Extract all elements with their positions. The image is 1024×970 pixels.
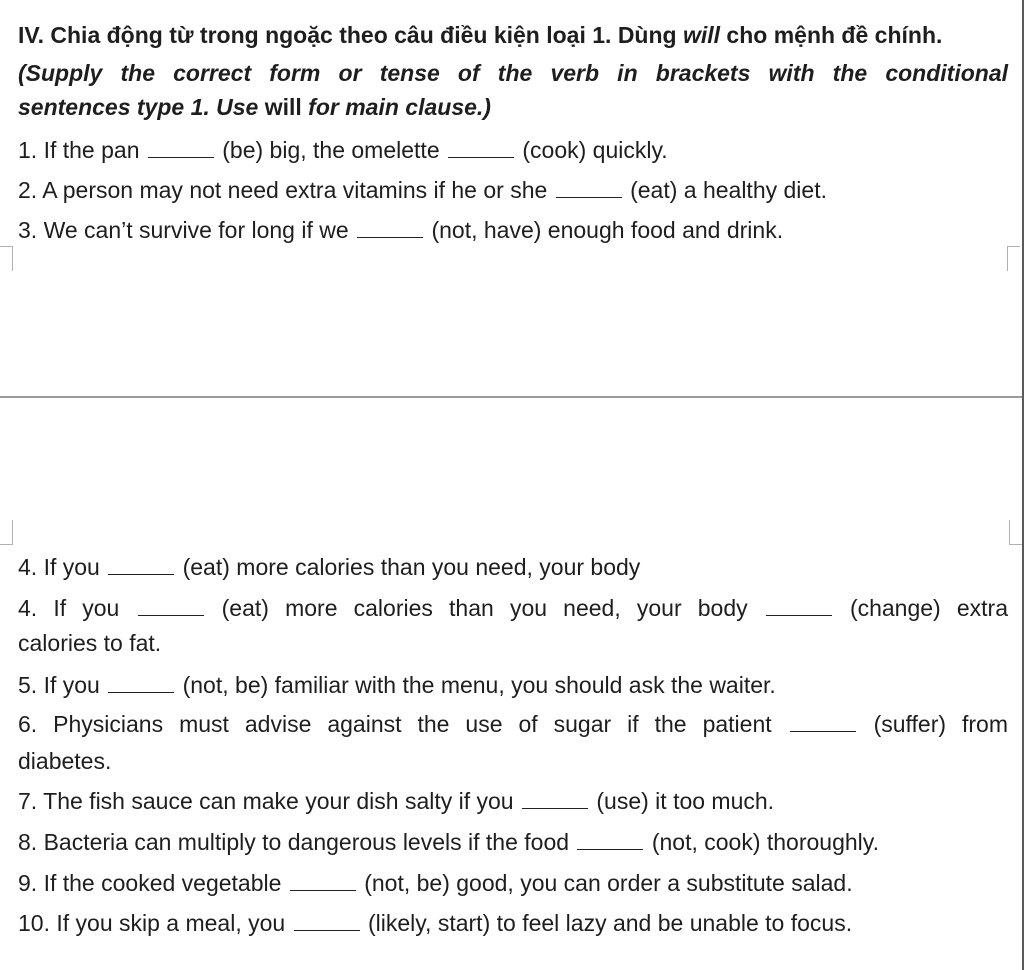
page-margin-marker [1009,520,1022,545]
answer-blank[interactable] [148,137,214,158]
question-10: 10. If you skip a meal, you (likely, start) to feel lazy and be unable to focus. [18,910,853,936]
question-9: 9. If the cooked vegetable (not, be) good, you can order a substitute salad. [18,870,853,896]
answer-blank[interactable] [577,829,643,850]
answer-blank[interactable] [294,910,360,931]
answer-blank[interactable] [108,672,174,693]
question-4: 4. If you (eat) more calories than you need, your body (change) extra [18,595,1008,621]
question-1: 1. If the pan (be) big, the omelette (cook) quickly. [18,137,668,163]
answer-blank[interactable] [290,870,356,891]
question-4-continued: calories to fat. [18,630,162,656]
answer-blank[interactable] [448,137,514,158]
answer-blank[interactable] [790,711,856,732]
question-7: 7. The fish sauce can make your dish salty if you (use) it too much. [18,788,775,814]
will-emphasis: will [264,94,302,120]
question-8: 8. Bacteria can multiply to dangerous levels if the food (not, cook) thoroughly. [18,829,879,855]
answer-blank[interactable] [766,595,832,616]
question-5: 5. If you (not, be) familiar with the menu, you should ask the waiter. [18,672,776,698]
question-4-partial: 4. If you (eat) more calories than you need, your body [18,554,641,580]
question-6-continued: diabetes. [18,748,112,774]
heading-english-line1: (Supply the correct form or tense of the verb in brackets with the conditional [18,60,1008,86]
heading-vietnamese: IV. Chia động từ trong ngoặc theo câu điều kiện loại 1. Dùng will cho mệnh đề chính. [18,22,943,48]
answer-blank[interactable] [522,788,588,809]
question-6: 6. Physicians must advise against the use of sugar if the patient (suffer) from [18,711,1008,737]
page-margin-marker [1007,246,1020,271]
page-margin-marker [0,520,13,545]
question-2: 2. A person may not need extra vitamins if he or she (eat) a healthy diet. [18,177,827,203]
answer-blank[interactable] [357,217,423,238]
answer-blank[interactable] [108,554,174,575]
answer-blank[interactable] [556,177,622,198]
will-italic: will [682,22,721,48]
answer-blank[interactable] [138,595,204,616]
page-margin-marker [0,246,13,271]
page-break-divider [0,396,1022,398]
heading-english-line2: sentences type 1. Use will for main clause.) [18,94,491,120]
page-top [0,0,1022,396]
question-3: 3. We can’t survive for long if we (not, have) enough food and drink. [18,217,784,243]
